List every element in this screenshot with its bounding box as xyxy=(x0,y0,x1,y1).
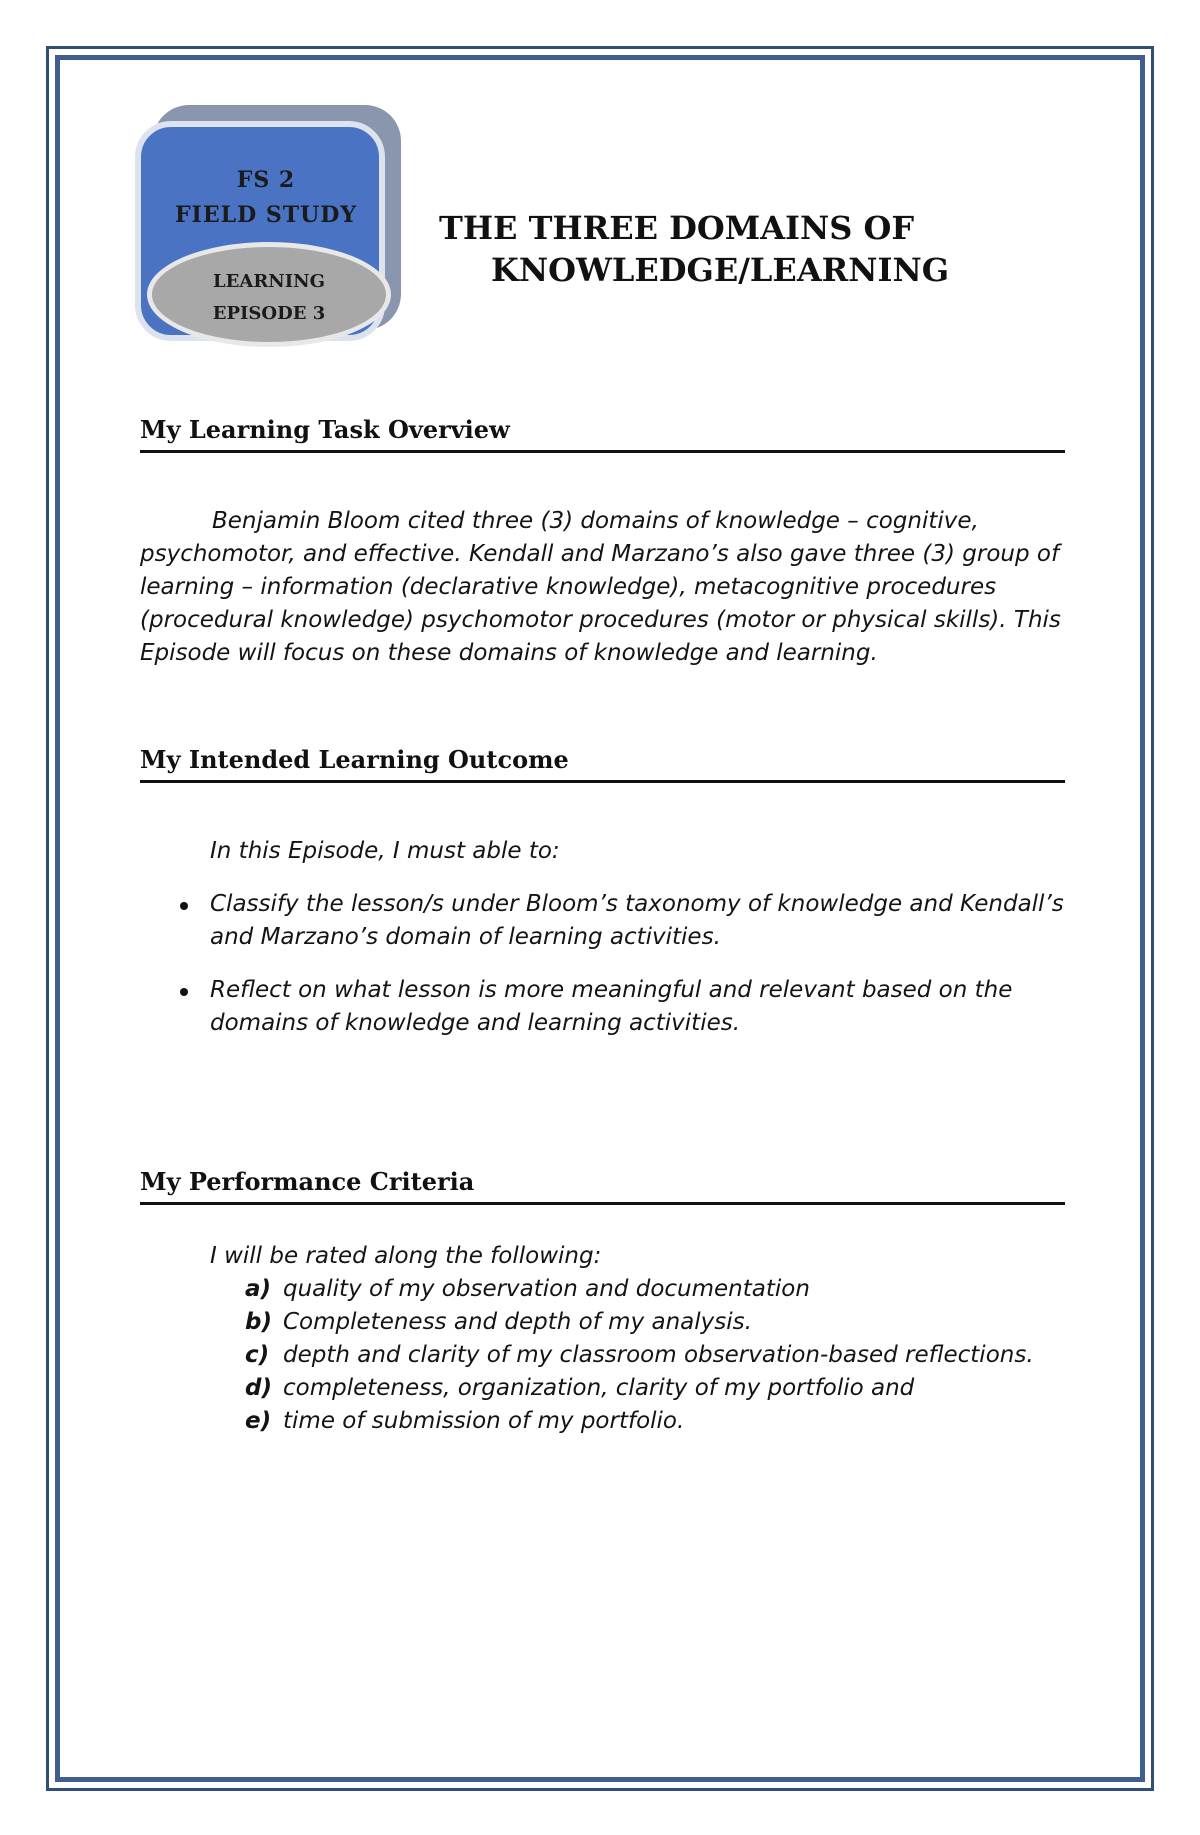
criteria-item xyxy=(245,1405,1075,1438)
badge-course: FS 2 xyxy=(236,167,296,193)
outcome-list xyxy=(160,888,1070,1060)
criteria-marker: a) xyxy=(245,1276,272,1302)
criteria-item xyxy=(245,1339,1075,1372)
episode-badge xyxy=(135,105,405,340)
criteria-item-text: Completeness and depth of my analysis. xyxy=(283,1309,752,1335)
criteria-item-text: time of submission of my portfolio. xyxy=(283,1408,685,1434)
criteria-item-text: depth and clarity of my classroom observation-based reflections. xyxy=(283,1342,1034,1368)
badge-panel xyxy=(135,121,385,341)
criteria-item-text: completeness, organization, clarity of my portfolio and xyxy=(283,1375,915,1401)
overview-heading: My Learning Task Overview xyxy=(140,415,1065,453)
overview-paragraph: Benjamin Bloom cited three (3) domains of knowledge – cognitive, psychomotor, and effective. Kendall and Marzano’s also gave three (3) group of learning – information (declarative knowledge), metacognitive procedures (procedural knowledge) psychomotor procedures (motor or physical skills). This Episode will focus on these domains of knowledge and learning. xyxy=(140,508,1061,666)
outcome-heading: My Intended Learning Outcome xyxy=(140,745,1065,783)
badge-oval-text xyxy=(152,266,386,330)
outcome-item-text: Classify the lesson/s under Bloom’s taxonomy of knowledge and Kendall’s and Marzano’s domain of learning activities. xyxy=(210,891,1064,950)
badge-subject: FIELD STUDY xyxy=(174,202,358,228)
badge-oval-line2: EPISODE 3 xyxy=(212,303,326,324)
criteria-item xyxy=(245,1306,1075,1339)
page-title-line2: KNOWLEDGE/LEARNING xyxy=(491,251,950,289)
criteria-item xyxy=(245,1273,1075,1306)
criteria-list xyxy=(245,1273,1075,1438)
criteria-heading: My Performance Criteria xyxy=(140,1167,1065,1205)
criteria-marker: c) xyxy=(245,1342,270,1368)
outcome-item xyxy=(160,974,1070,1040)
criteria-marker: d) xyxy=(245,1375,272,1401)
bullet-icon xyxy=(180,988,188,996)
criteria-marker: b) xyxy=(245,1309,272,1335)
page-title xyxy=(425,207,1025,291)
outcome-item xyxy=(160,888,1070,954)
criteria-marker: e) xyxy=(245,1408,272,1434)
badge-oval xyxy=(147,242,391,347)
criteria-item-text: quality of my observation and documentation xyxy=(283,1276,810,1302)
criteria-intro: I will be rated along the following: xyxy=(210,1243,602,1269)
outcome-item-text: Reflect on what lesson is more meaningful and relevant based on the domains of knowledge and learning activities. xyxy=(210,977,1013,1036)
outcome-intro: In this Episode, I must able to: xyxy=(210,838,560,864)
criteria-item xyxy=(245,1372,1075,1405)
page-title-line1: THE THREE DOMAINS OF xyxy=(439,209,915,247)
badge-oval-line1: LEARNING xyxy=(213,271,325,292)
bullet-icon xyxy=(180,902,188,910)
